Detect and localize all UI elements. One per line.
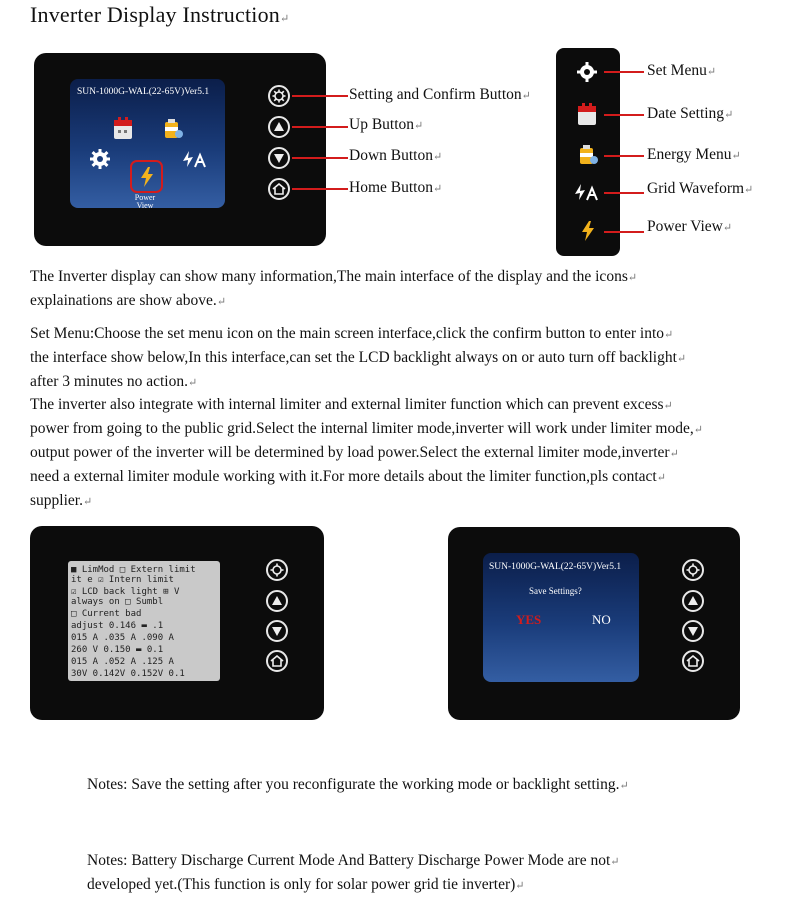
gear-icon[interactable] — [88, 147, 112, 171]
main-screen — [70, 79, 225, 208]
text-line: explainations are show above.↵ — [30, 291, 227, 309]
yes-option[interactable]: YES — [516, 612, 542, 627]
set-menu-label: Set Menu↵ — [647, 62, 717, 79]
text-line: power from going to the public grid.Select the internal limiter mode,inverter will work under limiter mode,↵ — [30, 420, 703, 438]
lcd-row: 260 V 0.150 ▬ 0.1 — [71, 645, 164, 655]
text-line: output power of the inverter will be determined by load power.Select the external limiter mode,inverter↵ — [30, 443, 679, 461]
down-label: Down Button↵ — [349, 147, 443, 164]
page-title: Inverter Display Instruction↵ — [30, 2, 290, 27]
gear-icon — [575, 60, 599, 84]
up-label: Up Button↵ — [349, 116, 424, 133]
lcd-row: always on □ Sumbl — [71, 597, 164, 607]
callout-line — [604, 231, 644, 233]
home-button[interactable] — [266, 650, 288, 672]
lcd-row: adjust 0.146 ▬ .1 — [71, 621, 164, 631]
down-button[interactable] — [268, 147, 290, 169]
model-label: SUN-1000G-WAL(22-65V)Ver5.1 — [489, 562, 622, 572]
calendar-icon — [576, 101, 598, 127]
down-button[interactable] — [682, 620, 704, 642]
callout-line — [292, 95, 348, 97]
callout-line — [604, 114, 644, 116]
lcd-row: 30V 0.142V 0.152V 0.1 — [71, 669, 185, 679]
lcd-row: 015 A .035 A .090 A — [71, 633, 174, 643]
power-view-legend-label: Power View↵ — [647, 218, 733, 235]
calendar-icon[interactable] — [112, 115, 134, 141]
intro-paragraph — [30, 266, 637, 314]
callout-line — [292, 126, 348, 128]
lcd-row: it e ☑ Intern limit — [71, 575, 174, 585]
callout-line — [292, 157, 348, 159]
power-view-label: Power View — [134, 193, 156, 208]
save-settings-screen — [483, 553, 639, 682]
callout-line — [604, 71, 644, 73]
energy-menu-label: Energy Menu↵ — [647, 146, 741, 163]
battery-icon — [577, 143, 599, 167]
text-line: Notes: Battery Discharge Current Mode And Battery Discharge Power Mode are not↵ — [87, 852, 620, 869]
setting-confirm-label: Setting and Confirm Button↵ — [349, 86, 531, 103]
text-line: supplier.↵ — [30, 491, 93, 509]
model-label: SUN-1000G-WAL(22-65V)Ver5.1 — [77, 87, 210, 97]
setting-confirm-button[interactable] — [682, 559, 704, 581]
callout-line — [292, 188, 348, 190]
home-button[interactable] — [682, 650, 704, 672]
date-setting-label: Date Setting↵ — [647, 105, 734, 122]
setting-confirm-button[interactable] — [268, 85, 290, 107]
set-menu-paragraph — [30, 323, 703, 513]
up-button[interactable] — [682, 590, 704, 612]
grid-waveform-icon[interactable] — [180, 147, 208, 171]
text-line: the interface show below,In this interface,can set the LCD backlight always on or auto turn off backlight↵ — [30, 348, 687, 366]
grid-waveform-label: Grid Waveform↵ — [647, 180, 754, 197]
grid-waveform-icon — [572, 180, 600, 204]
callout-line — [604, 155, 644, 157]
battery-icon[interactable] — [162, 117, 184, 141]
text-line: The Inverter display can show many information,The main interface of the display and the icons↵ — [30, 268, 638, 285]
note-save-setting: Notes: Save the setting after you reconfigurate the working mode or backlight setting.↵ — [87, 776, 629, 793]
lcd-row: □ Current bad — [71, 609, 142, 619]
up-button[interactable] — [266, 590, 288, 612]
home-button[interactable] — [268, 178, 290, 200]
setting-confirm-button[interactable] — [266, 559, 288, 581]
callout-line — [604, 192, 644, 194]
lightning-icon — [132, 162, 161, 191]
text-line: developed yet.(This function is only for solar power grid tie inverter)↵ — [87, 875, 525, 893]
text-line: The inverter also integrate with internal limiter and external limiter function which can prevent excess↵ — [30, 396, 673, 414]
no-option[interactable]: NO — [592, 612, 611, 627]
text-line: Set Menu:Choose the set menu icon on the main screen interface,click the confirm button to enter into↵ — [30, 325, 674, 342]
lcd-settings-screen — [68, 561, 220, 681]
lcd-row: ☑ LCD back light ⊞ V — [71, 587, 180, 597]
lcd-row: 015 A .052 A .125 A — [71, 657, 174, 667]
lightning-icon — [577, 218, 599, 244]
text-line: after 3 minutes no action.↵ — [30, 372, 198, 390]
home-label: Home Button↵ — [349, 179, 443, 196]
text-line: need a external limiter module working with it.For more details about the limiter function,pls contact↵ — [30, 467, 666, 485]
note-battery-modes — [87, 850, 620, 898]
save-prompt: Save Settings? — [529, 586, 582, 596]
lcd-row: ■ LimMod □ Extern limit — [71, 565, 196, 575]
down-button[interactable] — [266, 620, 288, 642]
up-button[interactable] — [268, 116, 290, 138]
